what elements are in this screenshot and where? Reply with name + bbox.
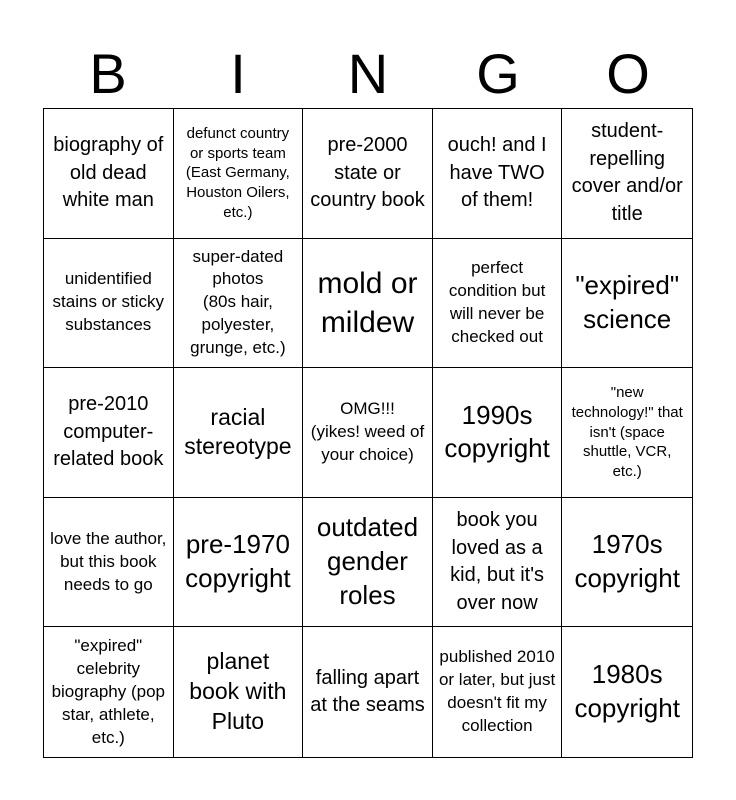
bingo-cell[interactable]: defunct country or sports team (East Germany, Houston Oilers, etc.) (174, 109, 304, 239)
bingo-cell[interactable]: pre-2000 state or country book (303, 109, 433, 239)
bingo-cell[interactable]: ouch! and I have TWO of them! (433, 109, 563, 239)
bingo-header (43, 40, 693, 108)
bingo-cell[interactable]: love the author, but this book needs to go (44, 498, 174, 628)
bingo-cell[interactable]: perfect condition but will never be checked out (433, 239, 563, 369)
bingo-cell[interactable]: 1970s copyright (562, 498, 692, 628)
bingo-cell[interactable]: OMG!!! (yikes! weed of your choice) (303, 368, 433, 498)
bingo-cell[interactable]: "new technology!" that isn't (space shuttle, VCR, etc.) (562, 368, 692, 498)
bingo-cell[interactable]: planet book with Pluto (174, 627, 304, 757)
bingo-cell[interactable]: outdated gender roles (303, 498, 433, 628)
bingo-cell[interactable]: "expired" science (562, 239, 692, 369)
bingo-cell[interactable]: book you loved as a kid, but it's over now (433, 498, 563, 628)
bingo-cell[interactable]: unidentified stains or sticky substances (44, 239, 174, 369)
header-letter-i: I (230, 42, 246, 105)
header-letter-o: O (606, 42, 650, 105)
bingo-cell[interactable]: "expired" celebrity biography (pop star, athlete, etc.) (44, 627, 174, 757)
bingo-cell[interactable]: mold or mildew (303, 239, 433, 369)
header-letter-b: B (89, 42, 127, 105)
bingo-cell[interactable]: pre-2010 computer-related book (44, 368, 174, 498)
bingo-board (43, 108, 693, 758)
bingo-cell[interactable]: 1990s copyright (433, 368, 563, 498)
bingo-cell[interactable]: 1980s copyright (574, 659, 680, 724)
bingo-cell[interactable]: published 2010 or later, but just doesn't fit my collection (433, 627, 563, 757)
bingo-cell[interactable]: student-repelling cover and/or title (562, 109, 692, 239)
bingo-cell[interactable]: super-dated photos (80s hair, polyester, grunge, etc.) (174, 239, 304, 369)
bingo-cell[interactable]: falling apart at the seams (303, 627, 433, 757)
header-letter-n: N (347, 42, 389, 105)
bingo-cell[interactable]: pre-1970 copyright (174, 498, 304, 628)
header-letter-g: G (476, 42, 520, 105)
bingo-cell[interactable]: biography of old dead white man (44, 109, 174, 239)
bingo-cell[interactable]: racial stereotype (174, 368, 304, 498)
